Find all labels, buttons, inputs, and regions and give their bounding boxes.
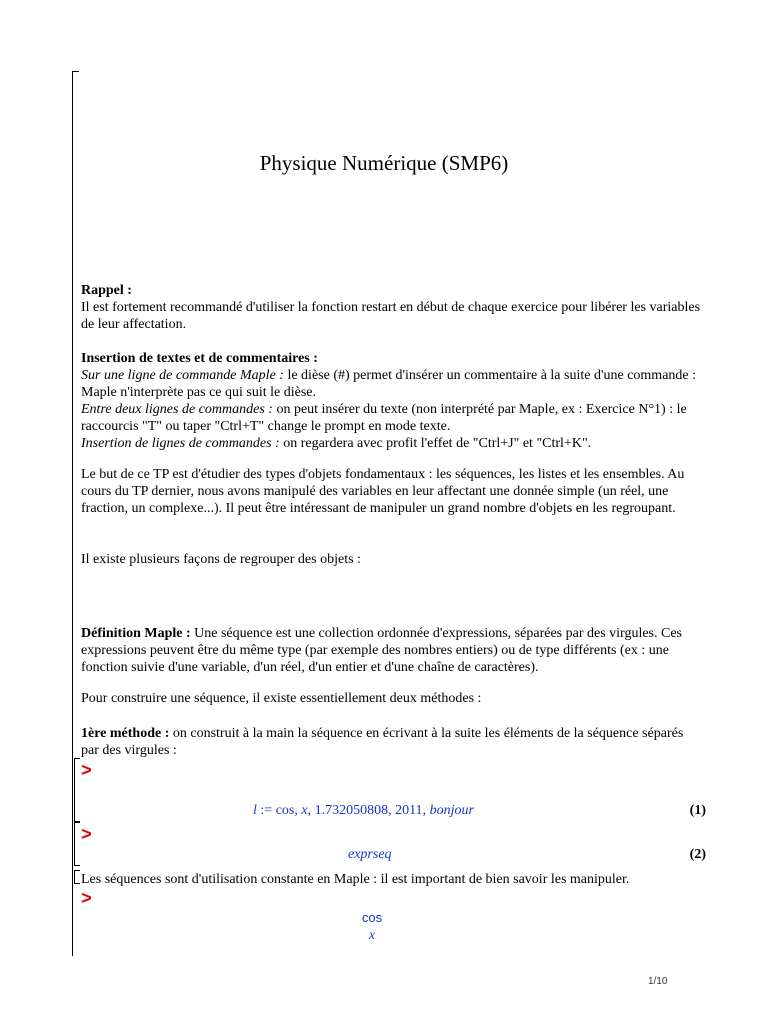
output1-num: 1.732050808 (314, 803, 389, 818)
item2-text: on peut insérer du texte (non interprété par Maple, ex : Exercice N°1) : le raccourcis "T" ou taper "Ctrl+T" change le prompt en mode texte. (81, 402, 687, 434)
output-1: l := cos, x, 1.732050808, 2011, bonjour (253, 803, 474, 818)
page-title: Physique Numérique (SMP6) (259, 151, 509, 175)
output-2 (348, 847, 392, 863)
equation-label-1: (1) (689, 803, 706, 818)
group-bracket-2[interactable] (74, 822, 80, 866)
method1-text: on construit à la main la séquence en écrivant à la suite les éléments de la séquence séparés par des virgules : (81, 726, 684, 758)
output1-int: 2011 (395, 803, 423, 818)
construct-text: Pour construire une séquence, il existe essentiellement deux méthodes : (81, 691, 482, 706)
group-bracket-1[interactable] (74, 758, 80, 822)
output3-line2: x (368, 928, 376, 943)
output-3 (352, 909, 392, 945)
output1-f: cos (275, 803, 295, 818)
definition-text: Une séquence est une collection ordonnée d'expressions, séparées par des virgules. Ces expressions peuvent être du même type (par exemple des nombres entiers) ou de type différents (ex : une fonction suivie d'une variable, d'un réel, d'un entier et d'une chaîne de caractères). (81, 626, 682, 675)
item3-text: on regardera avec profit l'effet de "Ctrl+J" et "Ctrl+K". (279, 436, 592, 451)
output3-line1: cos (361, 910, 383, 925)
method1-label: 1ère méthode : (81, 726, 170, 741)
output1-x: x (301, 803, 308, 818)
insertion-section (81, 350, 701, 452)
insertion-heading: Insertion de textes et de commentaires : (81, 351, 318, 366)
item1-label: Sur une ligne de commande Maple : (81, 368, 284, 383)
usage-text: Les séquences sont d'utilisation constante en Maple : il est important de bien savoir les manipuler. (81, 872, 630, 887)
output1-var: l (253, 803, 257, 818)
command-prompt-1[interactable]: > (81, 762, 92, 782)
item2-label: Entre deux lignes de commandes : (81, 402, 273, 417)
page-number: 1/10 (648, 976, 668, 987)
definition-label: Définition Maple : (81, 626, 191, 641)
rappel-section (81, 282, 701, 333)
output1-word: bonjour (429, 803, 474, 818)
output1-assign: := (256, 803, 276, 818)
command-prompt-3[interactable]: > (81, 890, 92, 910)
definition-section (81, 625, 701, 676)
item1-text: le dièse (#) permet d'insérer un commentaire à la suite d'une commande : Maple n'interprète pas ce qui suit le dièse. (81, 368, 697, 400)
intro-paragraph: Le but de ce TP est d'étudier des types d'objets fondamentaux : les séquences, les listes et les ensembles. Au cours du TP dernier, nous avons manipulé des variables en leur affectant une donnée simple (un réel, une fraction, un complexe...). Il peut être intéressant de manipuler un grand nombre d'objets en les regroupant. (81, 467, 685, 516)
output2-text: exprseq (348, 847, 392, 862)
command-prompt-2[interactable]: > (81, 826, 92, 846)
rappel-heading: Rappel : (81, 283, 132, 298)
group-bracket-3[interactable] (74, 870, 80, 884)
rappel-text: Il est fortement recommandé d'utiliser la fonction restart en début de chaque exercice pour libérer les variables de leur affectation. (81, 300, 701, 332)
method1-section (81, 725, 701, 759)
equation-label-2: (2) (689, 847, 706, 862)
regroup-text: Il existe plusieurs façons de regrouper des objets : (81, 552, 361, 567)
item3-label: Insertion de lignes de commandes : (81, 436, 280, 451)
